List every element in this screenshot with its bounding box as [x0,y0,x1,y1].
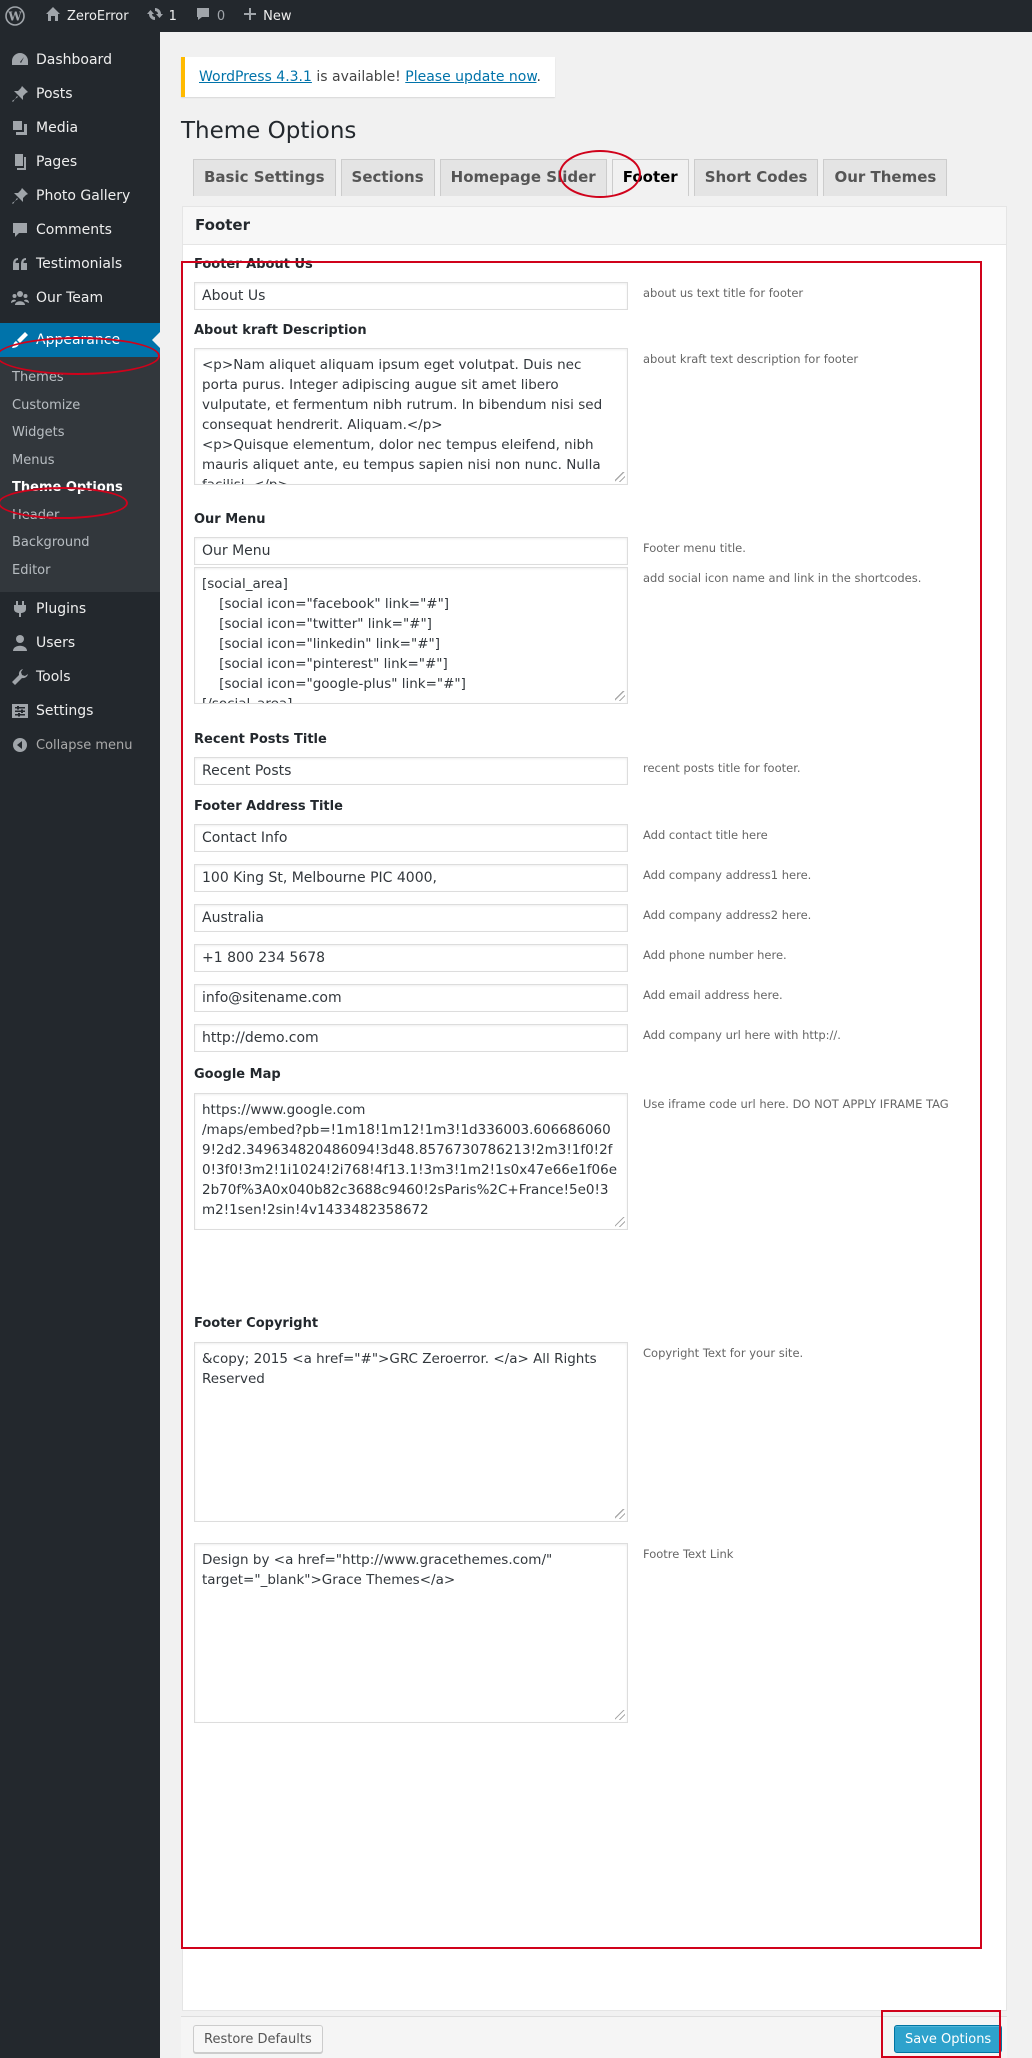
collapse-menu-button[interactable]: Collapse menu [0,728,160,762]
menu-item-media[interactable]: Media [0,111,160,145]
tab-footer[interactable]: Footer [612,159,689,196]
google-map-textarea[interactable] [194,1093,628,1230]
submenu-item-menus[interactable]: Menus [12,452,55,468]
svg-text:W: W [8,9,22,24]
update-icon [147,6,169,26]
plugin-icon [10,599,30,619]
submenu-item-header[interactable]: Header [12,507,60,523]
resize-handle-icon[interactable] [615,1509,625,1519]
footer-text-link-textarea[interactable] [194,1543,628,1723]
recent-posts-section-title: Recent Posts Title [194,732,327,747]
our-menu-input[interactable] [194,537,628,565]
tab-sections[interactable]: Sections [341,159,435,196]
options-tabs [193,159,947,196]
menu-item-comments[interactable]: Comments [0,213,160,247]
panel-title: Footer [183,207,1006,245]
tab-short-codes[interactable]: Short Codes [694,159,819,196]
menu-item-our-team[interactable]: Our Team [0,281,160,315]
company-url-input[interactable] [194,1024,628,1052]
menu-item-pages[interactable]: Pages [0,145,160,179]
menu-item-users[interactable]: Users [0,626,160,660]
address-section-title: Footer Address Title [194,799,343,814]
tab-homepage-slider[interactable]: Homepage Slider [440,159,607,196]
recent-posts-input[interactable] [194,757,628,785]
our-menu-section-title: Our Menu [194,512,266,527]
menu-item-dashboard[interactable]: Dashboard [0,43,160,77]
collapse-icon [10,735,30,755]
phone-input[interactable] [194,944,628,972]
admin-bar [0,0,1032,32]
appearance-submenu [0,357,160,592]
submenu-item-background[interactable]: Background [12,535,90,550]
footer-text-link-description: Footre Text Link [643,1547,734,1561]
about-us-description: about us text title for footer [643,286,804,300]
menu-item-plugins[interactable]: Plugins [0,592,160,626]
submenu-item-customize[interactable]: Customize [12,397,81,413]
about-us-input[interactable] [194,282,628,310]
google-map-description: Use iframe code url here. DO NOT APPLY IFRAME TAG [643,1097,949,1111]
pin-icon [10,84,30,104]
about-kraft-textarea[interactable] [194,348,628,485]
company-url-description: Add company url here with http://. [643,1028,841,1042]
social-shortcodes-textarea[interactable] [194,567,628,704]
wordpress-version-link[interactable]: WordPress 4.3.1 [199,69,312,85]
user-icon [10,633,30,653]
home-icon [45,6,67,26]
comments-link[interactable]: 0 [186,0,234,32]
footer-options-panel [182,206,1007,2011]
tab-our-themes[interactable]: Our Themes [823,159,947,196]
menu-item-tools[interactable]: Tools [0,660,160,694]
about-kraft-description: about kraft text description for footer [643,352,859,366]
email-description: Add email address here. [643,988,783,1002]
about-us-section-title: Footer About Us [194,257,313,272]
wrench-icon [10,667,30,687]
submenu-item-editor[interactable]: Editor [12,562,51,578]
copyright-section-title: Footer Copyright [194,1316,319,1331]
updates-link[interactable]: 1 [138,0,186,32]
options-footer-bar [181,2016,1007,2058]
menu-item-testimonials[interactable]: Testimonials [0,247,160,281]
pin-icon [10,186,30,206]
save-options-button[interactable]: Save Options [894,2025,1002,2053]
contact-title-input[interactable] [194,824,628,852]
dashboard-icon [10,50,30,70]
menu-item-posts[interactable]: Posts [0,77,160,111]
quote-icon [10,254,30,274]
brush-icon [10,330,30,350]
restore-defaults-button[interactable]: Restore Defaults [193,2025,323,2053]
site-name-link[interactable]: ZeroError [36,0,138,32]
address2-input[interactable] [194,904,628,932]
resize-handle-icon[interactable] [615,472,625,482]
copyright-description: Copyright Text for your site. [643,1346,804,1360]
update-now-link[interactable]: Please update now [405,69,537,85]
page-title: Theme Options [181,118,357,144]
menu-item-photo-gallery[interactable]: Photo Gallery [0,179,160,213]
pages-icon [10,152,30,172]
media-icon [10,118,30,138]
phone-description: Add phone number here. [643,948,787,962]
copyright-textarea[interactable] [194,1342,628,1522]
menu-item-appearance[interactable]: Appearance [0,323,160,357]
our-menu-description: Footer menu title. [643,541,746,555]
update-notice: WordPress 4.3.1 is available! Please update now. [181,57,555,97]
new-content-link[interactable]: New [234,0,300,32]
about-kraft-section-title: About kraft Description [194,323,367,338]
tab-basic-settings[interactable]: Basic Settings [193,159,336,196]
comment-icon [195,6,217,26]
recent-posts-description: recent posts title for footer. [643,761,801,775]
comment-icon [10,220,30,240]
menu-item-settings[interactable]: Settings [0,694,160,728]
submenu-item-themes[interactable]: Themes [12,370,64,385]
groups-icon [10,288,30,308]
plus-icon [243,7,263,25]
resize-handle-icon[interactable] [615,691,625,701]
address2-description: Add company address2 here. [643,908,812,922]
google-map-section-title: Google Map [194,1067,281,1082]
settings-icon [10,701,30,721]
social-shortcodes-description: add social icon name and link in the shortcodes. [643,571,922,585]
wordpress-logo-icon[interactable] [0,0,36,32]
address1-description: Add company address1 here. [643,868,812,882]
contact-title-description: Add contact title here [643,828,768,842]
submenu-item-theme-options[interactable]: Theme Options [12,480,123,495]
admin-sidebar [0,32,160,2058]
resize-handle-icon[interactable] [615,1217,625,1227]
email-input[interactable] [194,984,628,1012]
resize-handle-icon[interactable] [615,1710,625,1720]
address1-input[interactable] [194,864,628,892]
submenu-item-widgets[interactable]: Widgets [12,425,65,440]
